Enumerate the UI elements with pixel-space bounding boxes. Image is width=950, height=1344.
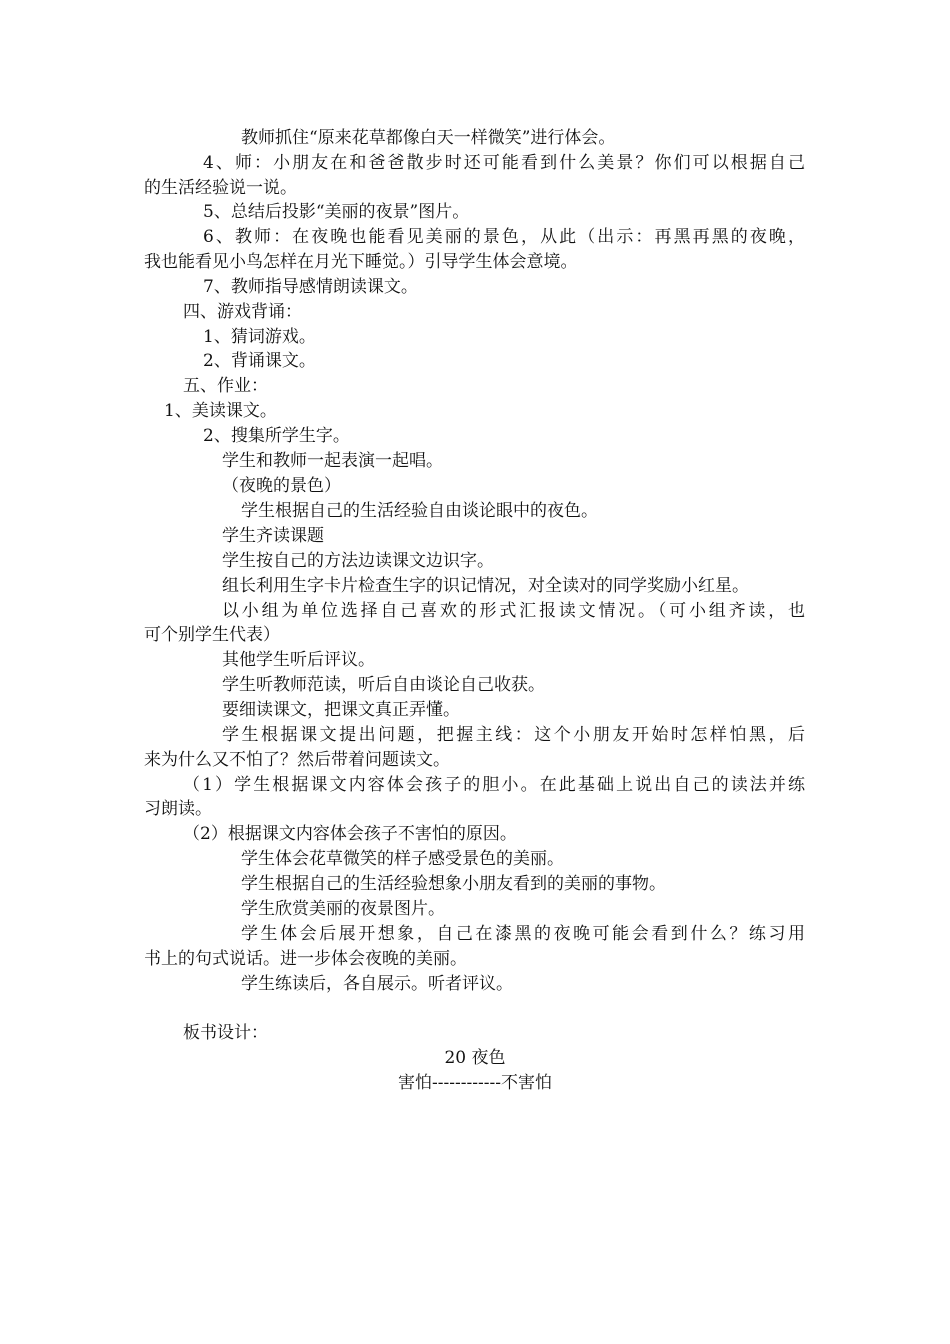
text-line: 教师抓住“原来花草都像白天一样微笑”进行体会。 [241,128,616,148]
text-line: 学生练读后，各自展示。听者评议。 [241,974,513,994]
text-line: 组长利用生字卡片检查生字的识记情况，对全读对的同学奖励小红星。 [222,576,749,596]
board-design-heading: 板书设计： [183,1023,268,1043]
text-line: 习朗读。 [144,799,212,819]
text-line: 要细读课文，把课文真正弄懂。 [222,700,460,720]
text-line: 学生齐读课题 [222,526,324,546]
board-title: 20 夜色 [444,1048,506,1068]
text-line: 其他学生听后评议。 [222,650,375,670]
section-heading: 四、游戏背诵： [183,302,302,322]
text-line: （1）学生根据课文内容体会孩子的胆小。在此基础上说出自己的读法并练 [183,775,805,795]
text-line: 学生听教师范读，听后自由谈论自己收获。 [222,675,545,695]
text-line: 书上的句式说话。进一步体会夜晚的美丽。 [144,949,467,969]
text-line: 学生根据课文提出问题，把握主线：这个小朋友开始时怎样怕黑，后 [222,725,805,745]
text-line: 学生根据自己的生活经验自由谈论眼中的夜色。 [241,501,598,521]
section-heading: 五、作业： [183,376,268,396]
text-line: 2、搜集所学生字。 [203,426,350,446]
text-line: 学生按自己的方法边读课文边识字。 [222,551,494,571]
text-line: 可个别学生代表） [144,625,280,645]
text-line: （2）根据课文内容体会孩子不害怕的原因。 [183,824,517,844]
text-line: 5、总结后投影“美丽的夜景”图片。 [203,202,470,222]
text-line: 学生欣赏美丽的夜景图片。 [241,899,445,919]
text-line: 我也能看见小鸟怎样在月光下睡觉。）引导学生体会意境。 [144,252,578,272]
text-line: 7、教师指导感情朗读课文。 [203,277,418,297]
text-line: 学生和教师一起表演一起唱。 [222,451,443,471]
text-line: 学生体会花草微笑的样子感受景色的美丽。 [241,849,564,869]
text-line: 学生体会后展开想象，自己在漆黑的夜晚可能会看到什么？练习用 [241,924,805,944]
text-line: 6、教师：在夜晚也能看见美丽的景色，从此（出示：再黑再黑的夜晚， [203,227,805,247]
text-line: 来为什么又不怕了？然后带着问题读文。 [144,750,450,770]
text-line: 学生根据自己的生活经验想象小朋友看到的美丽的事物。 [241,874,666,894]
text-line: （夜晚的景色） [222,476,341,496]
text-line: 1、猜词游戏。 [203,327,316,347]
text-line: 的生活经验说一说。 [144,178,297,198]
board-line: 害怕------------不害怕 [398,1073,552,1093]
text-line: 2、背诵课文。 [203,351,316,371]
text-line: 1、美读课文。 [164,401,277,421]
text-line: 以小组为单位选择自己喜欢的形式汇报读文情况。（可小组齐读，也 [222,601,805,621]
text-line: 4、师：小朋友在和爸爸散步时还可能看到什么美景？你们可以根据自己 [203,153,805,173]
